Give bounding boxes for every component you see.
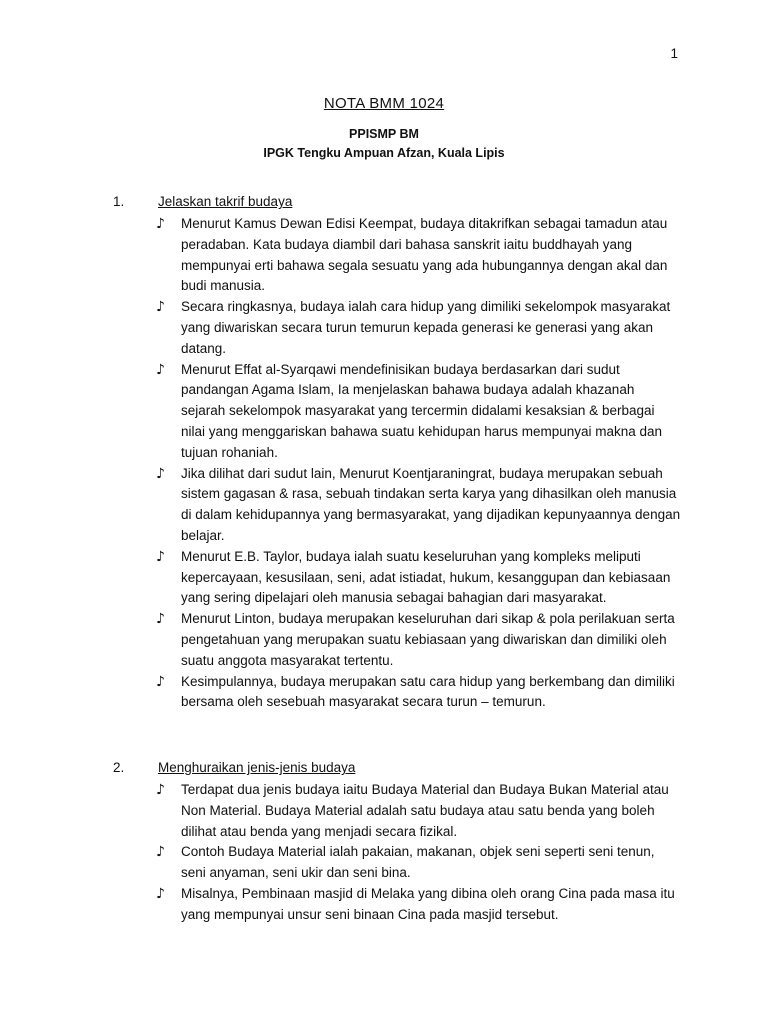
list-item [0, 297, 681, 359]
section-number: 1. [113, 194, 125, 209]
list-item-text: Menurut Kamus Dewan Edisi Keempat, budaya ditakrifkan sebagai tamadun atau peradaban. Kata budaya diambil dari bahasa sanskrit iaitu buddhayah yang mempunyai erti bahawa segala sesuatu yang ada hubungannya dengan akal dan budi manusia. [181, 216, 668, 294]
section-heading-row [0, 194, 768, 214]
music-note-icon: ♪ [156, 465, 165, 482]
music-note-icon: ♪ [156, 611, 165, 628]
list-item [0, 842, 681, 884]
list-item [0, 547, 681, 609]
list-item-text: Menurut Linton, budaya merupakan keseluruhan dari sikap & pola perilakuan serta pengetahuan yang merupakan suatu kebiasaan yang diwariskan dan dimiliki oleh suatu anggota masyarakat tertentu. [181, 611, 675, 668]
list-item-text: Terdapat dua jenis budaya iaitu Budaya Material dan Budaya Bukan Material atau Non Material. Budaya Material adalah satu budaya atau satu benda yang boleh dilihat atau benda yang menjadi secara fizikal. [181, 782, 669, 839]
page-number: 1 [670, 46, 678, 61]
music-note-icon: ♪ [156, 361, 165, 378]
section-number: 2. [113, 760, 125, 775]
list-item [0, 780, 681, 842]
list-item-text: Jika dilihat dari sudut lain, Menurut Koentjaraningrat, budaya merupakan sebuah sistem gagasan & rasa, sebuah tindakan serta karya yang dihasilkan oleh manusia di dalam kehidupannya yang bermasyarakat, yang dijadikan kepunyaannya dengan belajar. [181, 465, 681, 543]
list-item-text: Kesimpulannya, budaya merupakan satu cara hidup yang berkembang dan dimiliki bersama oleh sesebuah masyarakat secara turun – temurun. [181, 673, 675, 710]
list-item [0, 464, 681, 547]
document-institution: IPGK Tengku Ampuan Afzan, Kuala Lipis [263, 146, 505, 160]
section-title: Jelaskan takrif budaya [158, 194, 293, 209]
section-title: Menghuraikan jenis-jenis budaya [158, 760, 356, 775]
music-note-icon: ♪ [156, 885, 165, 902]
list-item-text: Contoh Budaya Material ialah pakaian, makanan, objek seni seperti seni tenun, seni anyaman, seni ukir dan seni bina. [181, 844, 655, 881]
music-note-icon: ♪ [156, 299, 165, 316]
list-item [0, 360, 681, 464]
list-item-text: Misalnya, Pembinaan masjid di Melaka yang dibina oleh orang Cina pada masa itu yang mempunyai unsur seni binaan Cina pada masjid tersebut. [181, 885, 675, 922]
music-note-icon: ♪ [156, 673, 165, 690]
section-heading-row [0, 760, 768, 780]
bullet-list [0, 780, 768, 926]
music-note-icon: ♪ [156, 548, 165, 565]
music-note-icon: ♪ [156, 216, 165, 232]
section-2 [0, 760, 768, 926]
list-item [0, 214, 681, 297]
music-note-icon: ♪ [156, 782, 165, 798]
list-item-text: Menurut E.B. Taylor, budaya ialah suatu keseluruhan yang kompleks meliputi kepercayaan, kesusilaan, seni, adat istiadat, hukum, kesanggupan dan kebiasaan yang sering dipelajari oleh manusia sebagai bahagian dari masyarakat. [181, 548, 671, 606]
document-subtitle: PPISMP BM [349, 127, 419, 141]
music-note-icon: ♪ [156, 844, 165, 861]
list-item [0, 609, 681, 671]
list-item [0, 884, 681, 926]
bullet-list [0, 214, 768, 713]
list-item-text: Menurut Effat al-Syarqawi mendefinisikan budaya berdasarkan dari sudut pandangan Agama Islam, Ia menjelaskan bahawa budaya adalah khazanah sejarah sekelompok masyarakat yang tercermin didalami kesaksian & berbagai nilai yang menggariskan bahawa suatu kehidupan harus mempunyai makna dan tujuan rohaniah. [181, 361, 663, 460]
list-item [0, 672, 681, 714]
section-1 [0, 194, 768, 713]
document-title: NOTA BMM 1024 [323, 95, 445, 112]
list-item-text: Secara ringkasnya, budaya ialah cara hidup yang dimiliki sekelompok masyarakat yang diwariskan secara turun temurun kepada generasi ke generasi yang akan datang. [181, 299, 671, 356]
